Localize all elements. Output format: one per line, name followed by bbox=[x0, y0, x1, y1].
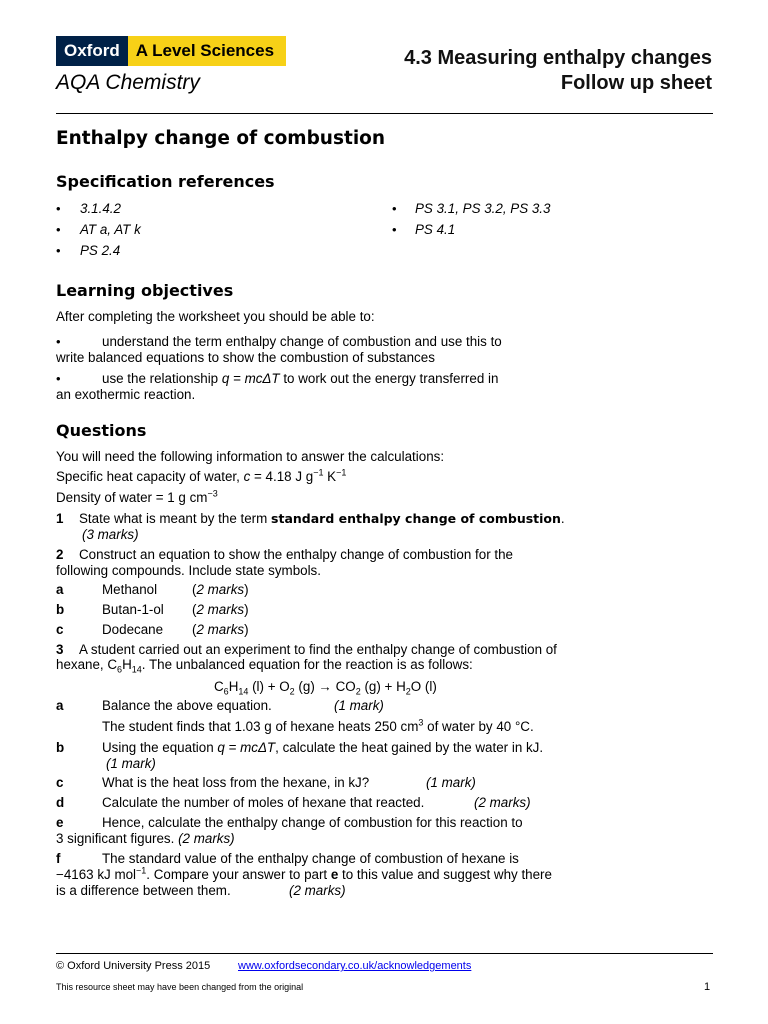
q3c-label: c bbox=[56, 775, 64, 790]
page-number: 1 bbox=[704, 981, 711, 993]
q3d-label: d bbox=[56, 795, 65, 810]
questions-intro: You will need the following information to answer the calculations: bbox=[56, 449, 445, 464]
q2-text: Construct an equation to show the enthalpy change of combustion for the bbox=[79, 547, 513, 562]
brand-oxford: Oxford bbox=[56, 36, 128, 66]
q2b-compound: Butan-1-ol bbox=[102, 602, 164, 617]
objective-2-cont: an exothermic reaction. bbox=[56, 387, 196, 402]
spec-item: AT a, AT k bbox=[80, 222, 141, 237]
q3b-marks: (1 mark) bbox=[106, 756, 156, 771]
q2c-marks: (2 marks) bbox=[192, 622, 249, 637]
q3f-label: f bbox=[56, 851, 61, 866]
q3a-label: a bbox=[56, 698, 64, 713]
questions-heading: Questions bbox=[56, 421, 147, 440]
spec-item: PS 4.1 bbox=[415, 222, 456, 237]
footer-divider bbox=[56, 953, 713, 954]
spec-list-left: • 3.1.4.2 • AT a, AT k • PS 2.4 bbox=[56, 201, 141, 258]
spec-item: 3.1.4.2 bbox=[80, 201, 121, 216]
objectives-heading: Learning objectives bbox=[56, 281, 234, 300]
q3b-text: Using the equation q = mcΔT, calculate the heat gained by the water in kJ. bbox=[102, 740, 544, 755]
density-info: Density of water = 1 g $cm^{-3}$ bbox=[56, 488, 218, 505]
header-divider bbox=[56, 113, 713, 114]
sheet-title-line1: 4.3 Measuring enthalpy changes bbox=[404, 47, 712, 69]
q3b-label: b bbox=[56, 740, 65, 755]
q3e-label: e bbox=[56, 815, 64, 830]
q3e-marks: (2 marks) bbox=[178, 831, 235, 846]
q3f-text: The standard value of the enthalpy change of combustion of hexane is bbox=[102, 851, 519, 866]
q3e-text: Hence, calculate the enthalpy change of combustion for this reaction to bbox=[102, 815, 523, 830]
objectives-intro: After completing the worksheet you should be able to: bbox=[56, 309, 375, 324]
q3e-text-cont: 3 significant figures. (2 marks) bbox=[56, 831, 235, 846]
combustion-equation: $C_6H_{14}$ $(l) + O_2$ $(g) \to CO_2$ $(g) + H_2O$ (l) bbox=[214, 679, 437, 697]
shc-info: Specific heat capacity of water, c = 4.18 J $g^{-1}$ $K^{-1}$ bbox=[56, 467, 347, 484]
q1-marks: (3 marks) bbox=[82, 527, 139, 542]
q2-number: 2 bbox=[56, 547, 64, 562]
spec-list-right: • PS 3.1, PS 3.2, PS 3.3 • PS 4.1 bbox=[392, 201, 551, 237]
acknowledgements-link[interactable]: www.oxfordsecondary.co.uk/acknowledgements bbox=[238, 960, 472, 972]
q3c-marks: (1 mark) bbox=[426, 775, 476, 790]
q2b-label: b bbox=[56, 602, 65, 617]
q3f-text-cont: −4163 kJ mol$^{-1}$. Compare your answer to part e to this value and suggest why there bbox=[56, 865, 552, 882]
q2-text-cont: following compounds. Include state symbols. bbox=[56, 563, 321, 578]
q2c-compound: Dodecane bbox=[102, 622, 164, 637]
q3f-marks: (2 marks) bbox=[289, 883, 346, 898]
q2a-label: a bbox=[56, 582, 64, 597]
q3-text: A student carried out an experiment to find the enthalpy change of combustion of bbox=[79, 642, 557, 657]
brand-series: A Level Sciences bbox=[128, 36, 286, 66]
q3a-marks: (1 mark) bbox=[334, 698, 384, 713]
q3-data: The student finds that 1.03 g of hexane heats 250 $cm^3$ of water by 40 °C. bbox=[102, 717, 534, 734]
q3f-text-cont2: is a difference between them. bbox=[56, 883, 231, 898]
q2a-marks: (2 marks) bbox=[192, 582, 249, 597]
sheet-title-line2: Follow up sheet bbox=[560, 72, 712, 94]
q1-text: State what is meant by the term standard enthalpy change of combustion. bbox=[79, 511, 565, 526]
brand-logo bbox=[56, 36, 286, 66]
objective-2: • use the relationship q = mcΔT to work out the energy transferred in bbox=[56, 371, 499, 386]
q2b-marks: (2 marks) bbox=[192, 602, 249, 617]
q3a-text: Balance the above equation. bbox=[102, 698, 272, 713]
q3d-text: Calculate the number of moles of hexane that reacted. bbox=[102, 795, 425, 810]
spec-item: PS 2.4 bbox=[80, 243, 121, 258]
copyright: © Oxford University Press 2015 bbox=[56, 960, 211, 972]
q1-number: 1 bbox=[56, 511, 64, 526]
course-name: AQA Chemistry bbox=[56, 71, 200, 94]
q2c-label: c bbox=[56, 622, 64, 637]
q3c-text: What is the heat loss from the hexane, in kJ? bbox=[102, 775, 370, 790]
q3-text-cont: hexane, $C_6H_{14}$. The unbalanced equation for the reaction is as follows: bbox=[56, 657, 473, 675]
objective-1-cont: write balanced equations to show the combustion of substances bbox=[56, 350, 435, 365]
objective-1: • understand the term enthalpy change of combustion and use this to bbox=[56, 334, 502, 349]
spec-item: PS 3.1, PS 3.2, PS 3.3 bbox=[415, 201, 551, 216]
page-title: Enthalpy change of combustion bbox=[56, 128, 386, 149]
q3d-marks: (2 marks) bbox=[474, 795, 531, 810]
q2a-compound: Methanol bbox=[102, 582, 158, 597]
spec-heading: Specification references bbox=[56, 172, 275, 191]
sheet-title bbox=[404, 46, 712, 96]
q3-number: 3 bbox=[56, 642, 64, 657]
footer-note: This resource sheet may have been changed from the original bbox=[56, 982, 304, 992]
